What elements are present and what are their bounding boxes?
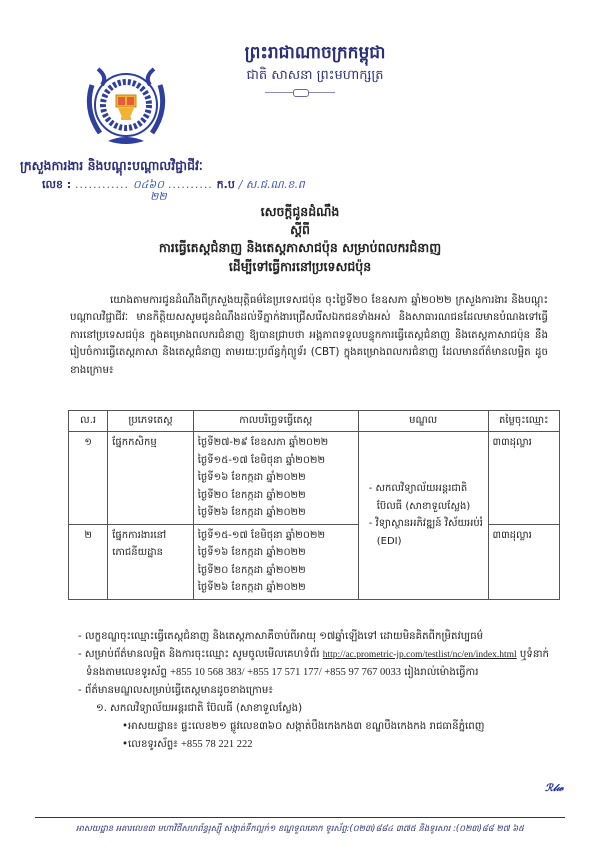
row-test-dates xyxy=(193,524,358,599)
test-schedule-table xyxy=(68,410,560,600)
reference-year-handwritten: ២២ xyxy=(150,190,167,203)
header-test-dates: កាលបរិច្ឆេទធ្វើតេស្ត xyxy=(193,411,358,432)
notice-subject-line2: ដើម្បីទៅធ្វើការនៅប្រទេសជប៉ុន xyxy=(228,259,372,274)
header-no: ល.រ xyxy=(69,411,108,432)
notice-title: សេចក្តីជូនដំណឹង xyxy=(260,204,340,219)
ornament-center xyxy=(293,89,309,97)
center1-phone: +855 78 221 222 xyxy=(181,739,253,750)
reference-number-line xyxy=(42,178,305,194)
header-test-type: ប្រភេទតេស្ត xyxy=(108,411,194,432)
center1-title: ១. សកលវិទ្យាល័យអន្តរជាតិ ប៊ែលធី (សាខាទួលស្លែង) xyxy=(96,703,303,714)
registration-link[interactable]: http://ac.prometric-jp.com/testlist/nc/en/index.html xyxy=(322,650,517,660)
kingdom-title: ព្រះរាជាណាចក្រកម្ពុជា xyxy=(244,43,386,63)
test-date: ថ្ងៃទី២០ ខែកក្កដា ឆ្នាំ២០២២ xyxy=(197,564,306,576)
test-date: ថ្ងៃទី២៦ ខែកក្កដា ឆ្នាំ២០២២ xyxy=(197,507,306,518)
reference-dots-after: .......... xyxy=(167,178,213,191)
body-paragraph-text: យោងតាមការជូនដំណឹងពីក្រសួងយុត្តិធម៌នៃប្រទេសជប៉ុន ចុះថ្ងៃទី២០ ខែឧសភា ឆ្នាំ២០២២ ក្រសួងការងារ និងបណ្តុះបណ្តាលវិជ្ជាជីវៈ មានកិត្តិយសសូមជូនដំណឹងដល់ទីភ្នាក់ងារជ្រើសរើសឯកជនទាំងអស់ និងសាធារណជនដែលមានបំណងទៅធ្វើការនៅប្រទេសជប៉ុន ក្នុងគម្រោងពលករជំនាញ ឱ្យបានជ្រាបថា អង្គភាពទទួលបន្ទុកការធ្វើតេស្តជំនាញ និងតេស្តភាសាជប៉ុន នឹងរៀបចំការធ្វើតេស្តភាសា និងតេស្តជំនាញ តាមរយៈប្រព័ន្ធកុំព្យូទ័រ (CBT) ក្នុងគម្រោងពលករជំនាញ ដែលមានព័ត៌មានលម្អិត ដូចខាងក្រោម៖ xyxy=(70,294,548,376)
table-row xyxy=(69,432,560,525)
center1-address: •អាសយដ្ឋាន៖ ផ្ទះលេខ២១ ផ្លូវលេខ៣៦០ សង្កាត់បឹងកេងកង៣ ខណ្ឌបឹងកេងកង រាជធានីភ្នំពេញ xyxy=(122,721,485,732)
reference-code: ក.ប xyxy=(216,178,235,191)
row-no: ១ xyxy=(69,432,108,525)
header-fee: តម្លៃចុះឈ្មោះ xyxy=(488,411,559,432)
test-centers-cell xyxy=(358,432,488,600)
notes-section xyxy=(78,628,560,754)
test-date: ថ្ងៃទី២៧-២៩ ខែឧសភា ឆ្នាំ២០២២ xyxy=(197,437,329,448)
notice-subject-label: ស្តីពី xyxy=(290,222,310,237)
row-no: ២ xyxy=(69,524,108,599)
centers-intro: - ព័ត៌មានមណ្ឌលសម្រាប់ធ្វើតេស្តមានដូចខាងក្រោម៖ xyxy=(78,685,273,696)
signature-initials: ℛ𝓁𝓌 xyxy=(545,783,564,794)
test-date: ថ្ងៃទី១៦ ខែកក្កដា ឆ្នាំ២០២២ xyxy=(197,547,306,558)
test-center-item: - សកលវិទ្យាល័យអន្តរជាតិ ប៊ែលធី (សាខាទួលស្លែង) xyxy=(368,483,471,512)
body-paragraph xyxy=(70,292,548,379)
reference-code-handwritten: / ស.ជ.ណ.ខ.ព xyxy=(238,178,305,191)
test-date: ថ្ងៃទី១៦ ខែកក្កដា ឆ្នាំ២០២២ xyxy=(197,472,306,483)
row-test-dates xyxy=(193,432,358,525)
row-fee: ៣៣ដុល្លារ xyxy=(488,524,559,599)
reference-dots: ............ xyxy=(75,178,129,191)
info-note xyxy=(78,646,560,682)
info-note-suffix: រៀងរាល់ម៉ោងធ្វើការ xyxy=(401,667,479,678)
center1-phone-line xyxy=(78,736,560,754)
test-center-item: - វិទ្យាស្ថានអភិវឌ្ឍន៍ វិស័យអប់រំ (EDI) xyxy=(368,518,483,547)
center1-phone-label: •លេខទូរស័ព្ទ៖ xyxy=(122,739,181,750)
info-note-prefix: - សម្រាប់ព័ត៌មានលម្អិត និងការចុះឈ្មោះ សូមចូលមើលគេហទំព័រ xyxy=(78,649,320,660)
test-date: ថ្ងៃទី១៥-១៧ ខែមិថុនា ឆ្នាំ២០២២ xyxy=(197,454,326,466)
national-motto: ជាតិ សាសនា ព្រះមហាក្សត្រ xyxy=(246,68,384,83)
header-test-center: មណ្ឌល xyxy=(358,411,488,432)
reference-number-label: លេខ : xyxy=(42,178,72,191)
table-header-row xyxy=(69,411,560,432)
eligibility-note: - លក្ខខណ្ឌចុះឈ្មោះធ្វើតេស្តជំនាញ និងតេស្តភាសាគឺចាប់ពីអាយុ ១៧ឆ្នាំឡើងទៅ ដោយមិនគិតពីកម្រិតវប្បធម៌ xyxy=(78,631,484,642)
test-date: ថ្ងៃទី២០ ខែកក្កដា ឆ្នាំ២០២២ xyxy=(197,489,306,501)
row-test-type: ផ្នែកកសិកម្ម xyxy=(108,432,194,525)
reference-number-handwritten: ០៤៦០ xyxy=(132,178,164,191)
test-date: ថ្ងៃទី១៥-១៧ ខែមិថុនា ឆ្នាំ២០២២ xyxy=(197,529,326,541)
notice-subject-line1: ការធ្វើតេស្តជំនាញ និងតេស្តភាសាជប៉ុន សម្រាប់ពលករជំនាញ xyxy=(158,240,442,255)
info-note-mid: ឬទំនាក់ទំនងតាមលេខទូរស័ព្ទ xyxy=(86,649,550,678)
ministry-name: ក្រសួងការងារ និងបណ្តុះបណ្តាលវិជ្ជាជីវៈ xyxy=(20,158,203,173)
test-date: ថ្ងៃទី២៦ ខែកក្កដា ឆ្នាំ២០២២ xyxy=(197,582,306,593)
footer-address: អាសយដ្ឋាន អគារលេខ៣ មហាវិថីសហព័ន្ធរុស្ស៊ី សង្កាត់ទឹកល្អក់១ ខណ្ឌទួលគោក ទូរស័ព្ទ:(០២៣)៨៨៤ ៣៧៥ និងទូរសារ :(០២៣)៨៨ ២៧ ៦៥ xyxy=(75,823,525,833)
footer-divider xyxy=(35,817,565,818)
contact-phones: +855 10 568 383/ +855 17 571 177/ +855 97 767 0033 xyxy=(170,667,402,678)
row-test-type: ផ្នែកការងារនៅភោជនីយដ្ឋាន xyxy=(108,524,194,599)
row-fee: ៣៣ដុល្លារ xyxy=(488,432,559,525)
